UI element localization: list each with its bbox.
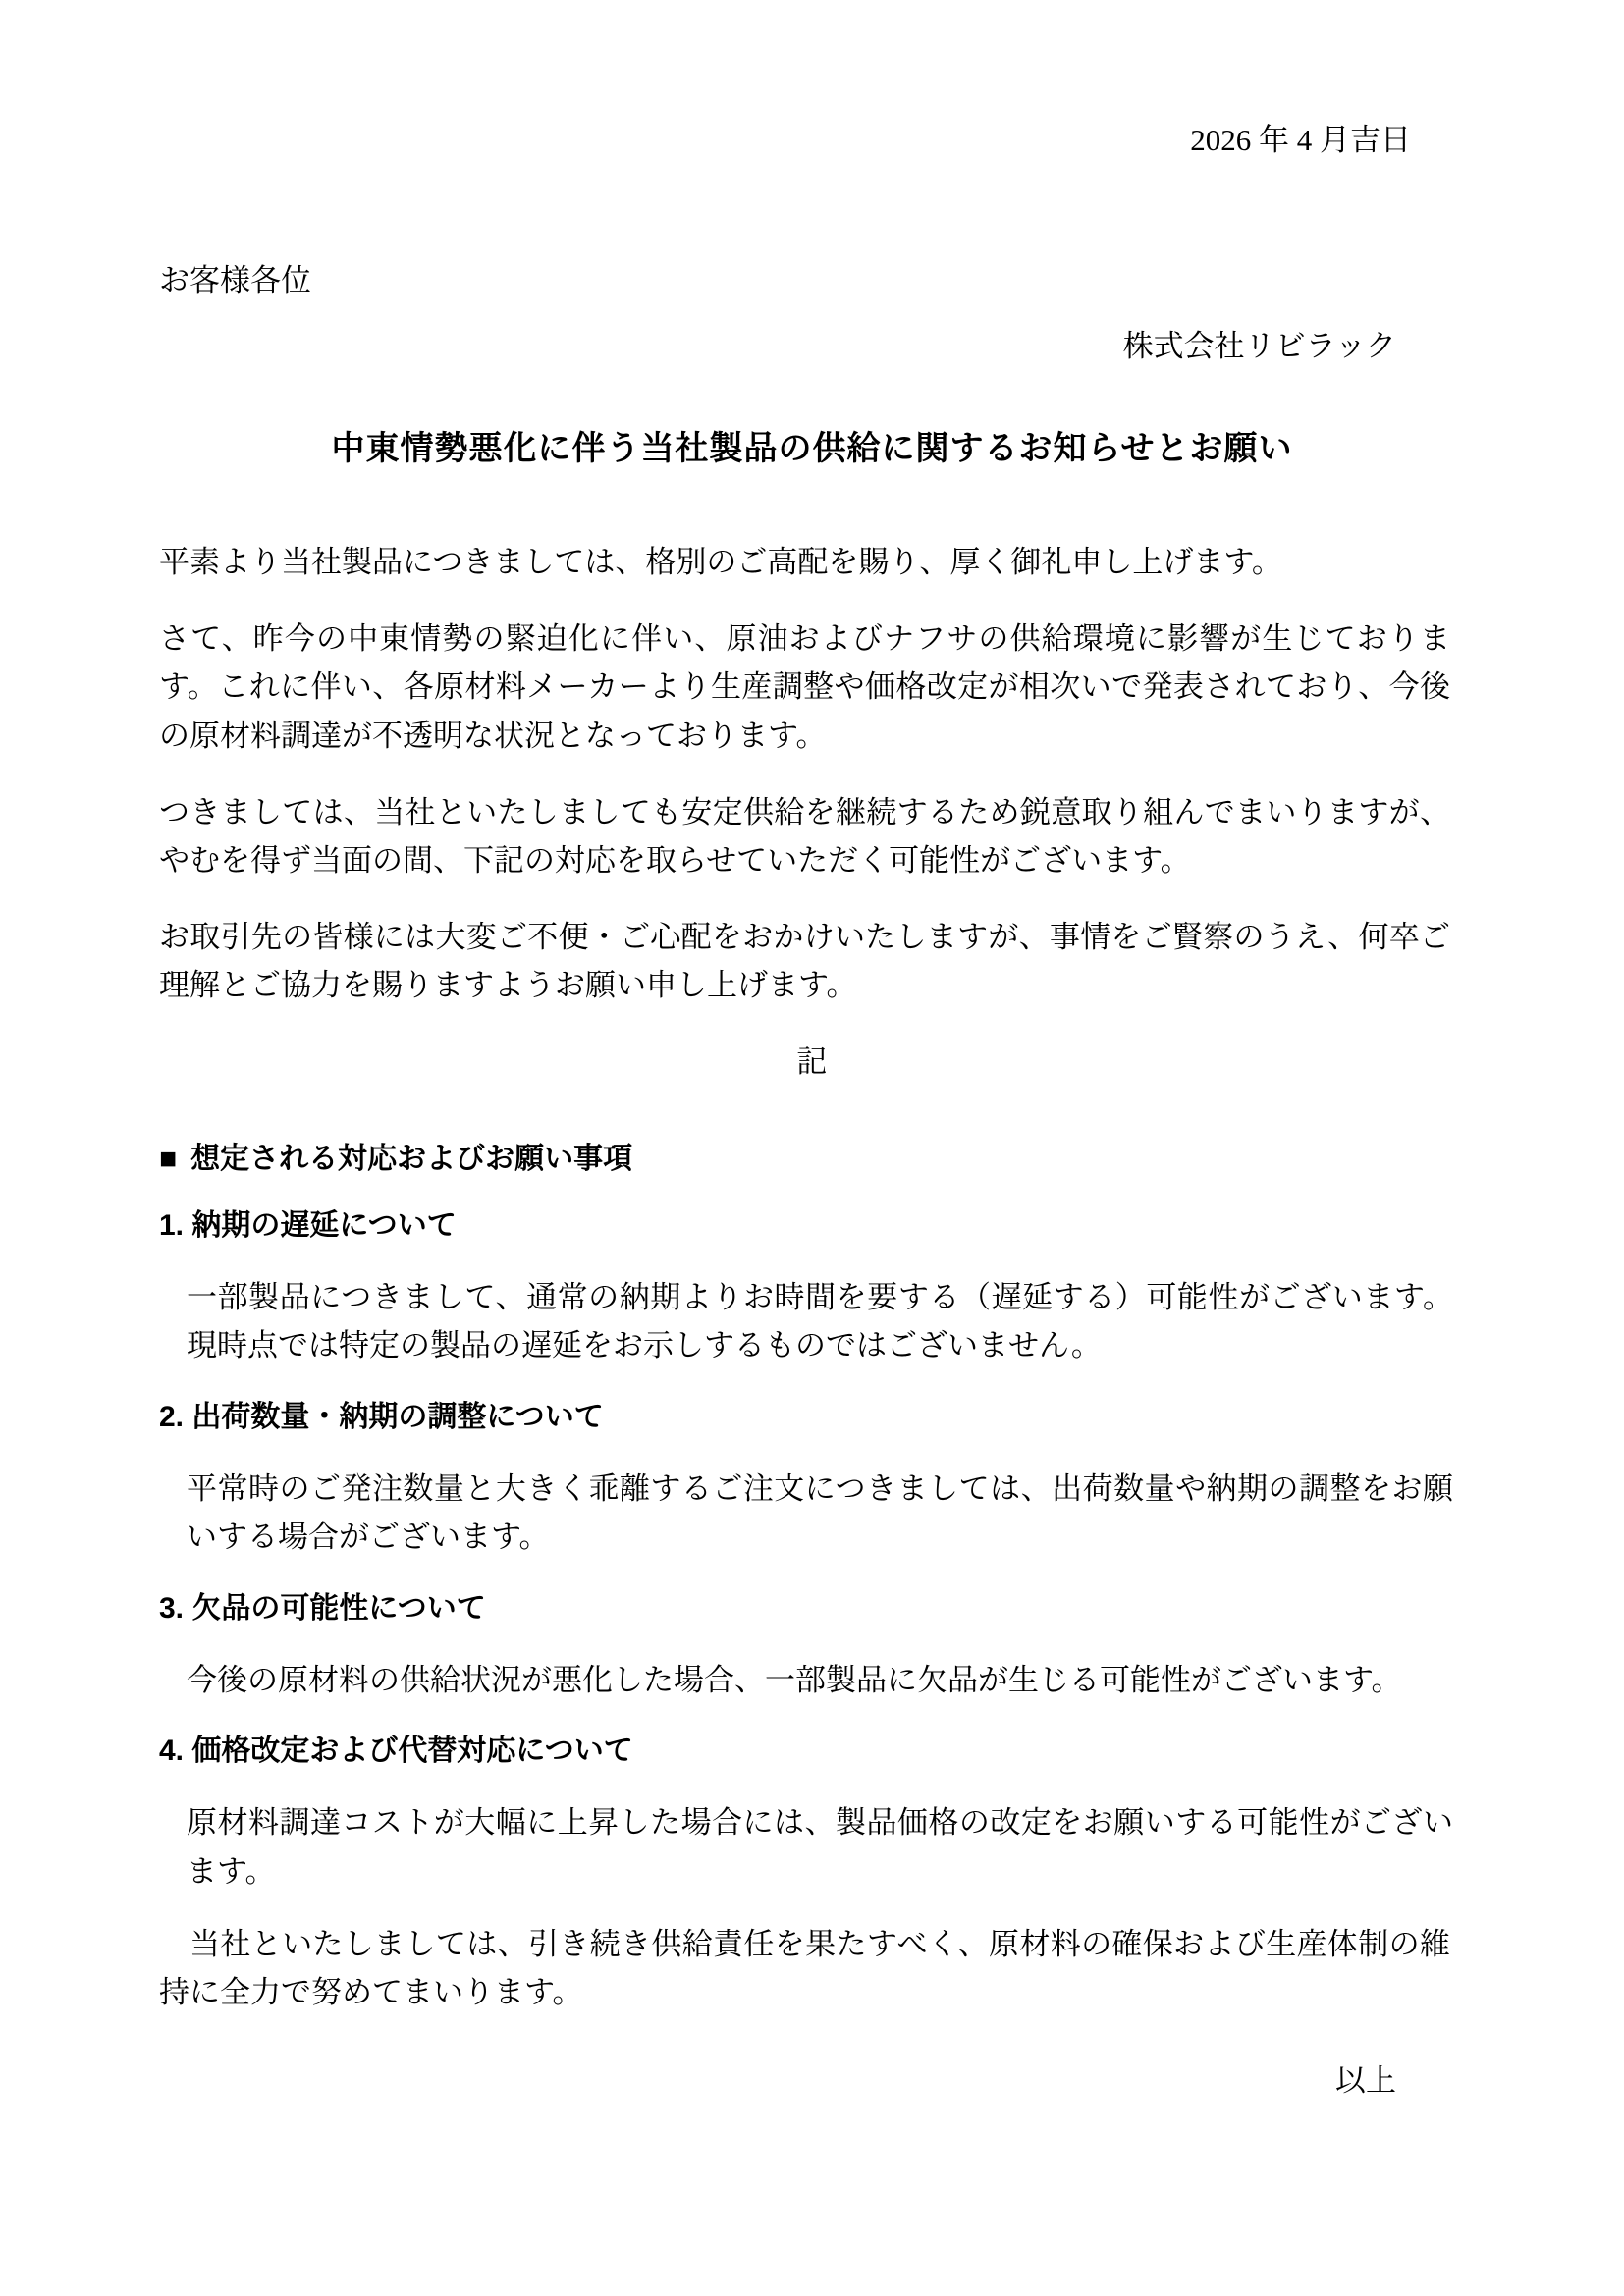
item-3-heading: 3. 欠品の可能性について bbox=[159, 1591, 486, 1625]
record-marker: 記 bbox=[796, 1043, 828, 1079]
paragraph-apology-request: お取引先の皆様には大変ご不便・ご心配をおかけいたしますが、事情をご賢察のうえ、何卒ご理解とご協力を賜りますようお願い申し上げます。 bbox=[159, 919, 1450, 1003]
item-4-body: 原材料調達コストが大幅に上昇した場合には、製品価格の改定をお願いする可能性がございます。 bbox=[187, 1805, 1453, 1890]
section-heading bbox=[159, 1136, 1465, 1183]
item-2-heading: 2. 出荷数量・納期の調整について bbox=[159, 1400, 604, 1433]
paragraph-measures-notice: つきましては、当社といたしましても安定供給を継続するため鋭意取り組んでまいりますが、やむを得ず当面の間、下記の対応を取らせていただく可能性がございます。 bbox=[159, 794, 1450, 879]
item-3-body: 今後の原材料の供給状況が悪化した場合、一部製品に欠品が生じる可能性がございます。 bbox=[187, 1662, 1402, 1697]
document-date: 2026 年 4 月吉日 bbox=[1190, 123, 1411, 157]
item-1-heading: 1. 納期の遅延について bbox=[159, 1208, 457, 1242]
sender-company: 株式会社リビラック bbox=[1122, 329, 1396, 364]
section-heading-label: 想定される対応およびお願い事項 bbox=[190, 1142, 633, 1175]
paragraph-background: さて、昨今の中東情勢の緊迫化に伴い、原油およびナフサの供給環境に影響が生じております。これに伴い、各原材料メーカーより生産調整や価格改定が相次いで発表されており、今後の原材料調達が不透明な状況となっております。 bbox=[159, 620, 1450, 753]
closing-paragraph: 当社といたしましては、引き続き供給責任を果たすべく、原材料の確保および生産体制の維持に全力で努めてまいります。 bbox=[159, 1926, 1450, 2010]
item-2-body: 平常時のご発注数量と大きく乖離するご注文につきましては、出荷数量や納期の調整をお願いする場合がございます。 bbox=[187, 1470, 1453, 1555]
item-1-body: 一部製品につきまして、通常の納期よりお時間を要する（遅延する）可能性がございます。現時点では特定の製品の遅延をお示しするものではございません。 bbox=[187, 1279, 1453, 1363]
paragraph-greeting: 平素より当社製品につきましては、格別のご高配を賜り、厚く御礼申し上げます。 bbox=[159, 545, 1282, 580]
item-4-heading: 4. 価格改定および代替対応について bbox=[159, 1735, 633, 1768]
black-square-icon: ■ bbox=[159, 1142, 178, 1175]
document-title: 中東情勢悪化に伴う当社製品の供給に関するお知らせとお願い bbox=[331, 429, 1293, 467]
closing-marker: 以上 bbox=[1335, 2062, 1396, 2098]
addressee: お客様各位 bbox=[159, 262, 311, 297]
